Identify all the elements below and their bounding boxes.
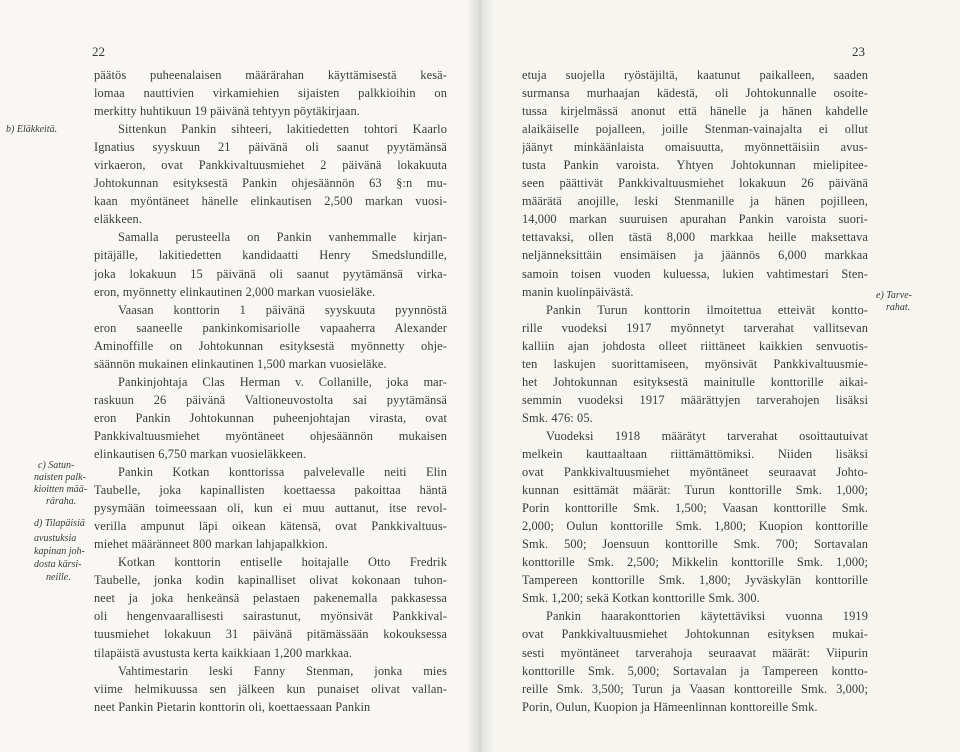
text-line: jäänyt minkäänlaista omaisuutta, myönnettäisiin avus- (522, 140, 868, 155)
text-line: säännön mukainen elinkautinen 1,500 markan vuosieläke. (94, 356, 387, 371)
margin-note-allowances-line1: e) Tarve- (876, 290, 913, 301)
text-line: tilapäistä avustusta kerta kaikkiaan 1,200 markkaa. (94, 645, 352, 660)
margin-note-aid-line3: kapinan joh- (34, 546, 85, 557)
text-line: Pankin haarakonttorien käytettäviksi vuonna 1919 (546, 609, 868, 624)
text-line: tuusmiehet lokakuun 31 päivänä pitämässään kokouksessa (94, 627, 447, 642)
text-line: het Johtokunnan esityksestä mainitulle konttorille aikai- (522, 374, 868, 389)
text-line: joka lokakuun 15 päivänä oli saanut pyytämänsä virka- (94, 266, 447, 281)
text-line: Vuodeksi 1918 määrätyt tarverahat osoittautuivat (546, 428, 868, 443)
text-line: Smk. 476: 05. (522, 410, 593, 425)
text-line: Smk. 500; Joensuun konttorille Smk. 700; Sortavalan (522, 537, 868, 552)
text-line: lomaa nauttivien virkamiehien sijaisten palkkioihin on (94, 86, 447, 101)
text-line: konttorille Smk. 2,500; Mikkelin konttorille Smk. 1,000; (522, 555, 868, 570)
left-page-text (94, 66, 447, 716)
text-line: Aminoffille on Johtokunnan esityksestä myönnetty ohje- (94, 338, 447, 353)
text-line: konttorille Smk. 5,000; Sortavalan ja Tampereen kontto- (522, 663, 868, 678)
text-line: semmin vuodeksi 1917 määrättyjen tarverahojen lisäksi (522, 392, 868, 407)
text-line: Samalla perusteella on Pankin vanhemmalle kirjan- (118, 230, 447, 245)
text-line: Smk. 1,200; sekä Kotkan konttorille Smk. 300. (522, 591, 760, 606)
margin-note-reward-line1: c) Satun- (38, 460, 75, 471)
left-page-number: 22 (92, 44, 105, 59)
right-page-number: 23 (852, 44, 865, 59)
text-line: alaikäiselle pojalleen, joille Stenman-vainajalta ei ollut (522, 122, 868, 137)
text-line: Vaasan konttorin 1 päivänä syyskuuta pyynnöstä (118, 302, 447, 317)
margin-note-allowances-line2: rahat. (886, 302, 911, 313)
text-line: ovat Pankkivaltuusmiehet Johtokunnan esityksen mukai- (522, 627, 868, 642)
text-line: rille vuodeksi 1917 myönnetyt tarverahat vallitsevan (522, 320, 868, 335)
text-line: samoin toisen vuoden kuluessa, lukien vahtimestari Sten- (522, 266, 868, 281)
text-line: neet ja joka henkeänsä pelastaen pakenemalla pakkasessa (94, 591, 447, 606)
margin-note-aid-line1: d) Tilapäisiä (34, 518, 85, 529)
text-line: kalliin ajan johdosta olleet riittäneet kaikkien senvuotis- (522, 338, 868, 353)
text-line: eron saaneelle pankinkomisariolle vapaaherra Alexander (94, 320, 447, 335)
text-line: sesti myöntäneet tarverahoja seuraavat määrät: Viipurin (522, 645, 868, 660)
text-line: kunnan esittämät määrät: Turun konttorille Smk. 1,000; (522, 483, 868, 498)
text-line: Porin konttorille Smk. 1,500; Vaasan konttorille Smk. (522, 501, 868, 516)
text-line: eron Pankin Johtokunnan puheenjohtajan virasta, ovat (94, 410, 447, 425)
text-line: ovat Pankkivaltuusmiehet myöntäneet seuraavat Johto- (522, 465, 868, 480)
text-line: elinkautisen 6,750 markan vuosieläkkeen. (94, 446, 307, 461)
text-line: manin kuolinpäivästä. (522, 284, 634, 299)
text-line: neet Pankin Pietarin konttorin oli, koettaessaan Pankin (94, 699, 371, 714)
text-line: virkaeron, ovat Pankkivaltuusmiehet 2 päivänä lokakuuta (94, 158, 447, 173)
text-line: tettavaksi, ollen tästä 8,000 markkaa heille maksettava (522, 230, 868, 245)
margin-note-aid-line4: dosta kärsi- (34, 559, 82, 570)
text-line: Pankkivaltuusmiehet myöntäneet ohjesäännön mukaisen (94, 428, 447, 443)
margin-note-aid-line5: neille. (46, 572, 71, 583)
text-line: eron, myönnetty elinkautinen 2,000 markan vuosieläke. (94, 284, 376, 299)
text-line: oli hengenvaarallisesti sairastunut, myönsivät Pankkival- (94, 609, 447, 624)
text-line: eläkkeen. (94, 212, 143, 227)
text-line: merkitty huhtikuun 19 päivänä tehtyyn pöytäkirjaan. (94, 104, 360, 119)
text-line: reille Smk. 3,500; Turun ja Vaasan konttoreille Smk. 3,000; (522, 681, 868, 696)
margin-note-aid-line2: avustuksia (34, 533, 77, 544)
text-line: seen päättivät Pankkivaltuusmiehet lokakuun 26 päivänä (522, 176, 868, 191)
text-line: Tampereen konttorille Smk. 1,800; Jyväskylän konttorille (522, 573, 868, 588)
text-line: Sittenkun Pankin sihteeri, lakitiedetten tohtori Kaarlo (118, 122, 447, 137)
text-line: etuja suojella ryöstäjiltä, kaatunut paikalleen, saaden (522, 68, 868, 82)
text-line: raskuun 26 päivänä Valtioneuvostolta sai pyytämänsä (94, 392, 447, 407)
text-line: päätös puheenalaisen määrärahan käyttämisestä kesä- (94, 68, 447, 82)
margin-note-pensions: b) Eläkkeitä. (6, 124, 58, 135)
text-line: Kotkan konttorin entiselle hoitajalle Otto Fredrik (118, 555, 447, 570)
text-line: Taubelle, joka kapinallisten koettaessa pakoittaa häntä (94, 483, 447, 498)
text-line: Pankinjohtaja Clas Herman v. Collanille, joka mar- (118, 374, 447, 389)
text-line: Pankin Kotkan konttorissa palvelevalle neiti Elin (118, 465, 447, 480)
text-line: kaan myöntäneet hänelle elinkautisen 2,500 markan vuosi- (94, 194, 447, 209)
text-line: surmansa murhaajan kädestä, oli Johtokunnalle osoite- (522, 86, 868, 101)
text-line: ten laskujen suorittamiseen, myönsivät Pankkivaltuusmie- (522, 356, 868, 371)
right-page-text (522, 66, 868, 716)
margin-note-reward-line3: kioitten mää- (34, 484, 88, 495)
text-line: viime helmikuussa sen jälkeen kun punaiset olivat vallan- (94, 681, 447, 696)
text-line: pitäjälle, lakitiedetten kandidaatti Henry Smedslundille, (94, 248, 447, 263)
text-line: Pankin Turun konttorin ilmoitettua etteivät kontto- (546, 302, 868, 317)
text-line: Johtokunnan esityksestä Pankin ohjesäännön 63 §:n mu- (94, 176, 447, 191)
text-line: Taubelle, jonka kodin kapinalliset olivat kokonaan tuhon- (94, 573, 447, 588)
text-line: Ignatius syyskuun 21 päivänä oli saanut pyytämänsä (94, 140, 447, 155)
text-line: tussa kirjelmässä anonut että hänelle ja hänen kahdelle (522, 104, 868, 119)
margin-note-reward-line4: rärahа. (46, 496, 77, 507)
text-line: melkein kauttaaltaan riittämättömiksi. Niiden lisäksi (522, 446, 868, 461)
right-page (480, 0, 960, 752)
text-line: määrätä anojille, leski Stenmanille ja hänen pojilleen, (522, 194, 868, 209)
text-line: verilla ampunut läpi oikean kätensä, ovat Pankkivaltuus- (94, 519, 447, 534)
text-line: tusta Pankin varoista. Yhtyen Johtokunnan mielipitee- (522, 158, 868, 173)
text-line: miehet määränneet 800 markan lahjapalkkion. (94, 537, 328, 552)
text-line: pysymään toimeessaan oli, kun ei muu auttanut, itse revol- (94, 501, 447, 516)
text-line: neljänneksittäin ensimäisen ja jäännös 6,000 markkaa (522, 248, 868, 263)
text-line: 14,000 markan suuruisen apurahan Pankin varoista suori- (522, 212, 868, 227)
text-line: 2,000; Oulun konttorille Smk. 1,800; Kuopion konttorille (522, 519, 868, 534)
text-line: Porin, Oulun, Kuopion ja Hämeenlinnan konttoreille Smk. (522, 699, 818, 714)
text-line: Vahtimestarin leski Fanny Stenman, jonka mies (118, 663, 447, 678)
margin-note-reward-line2: naisten palk- (34, 472, 86, 483)
